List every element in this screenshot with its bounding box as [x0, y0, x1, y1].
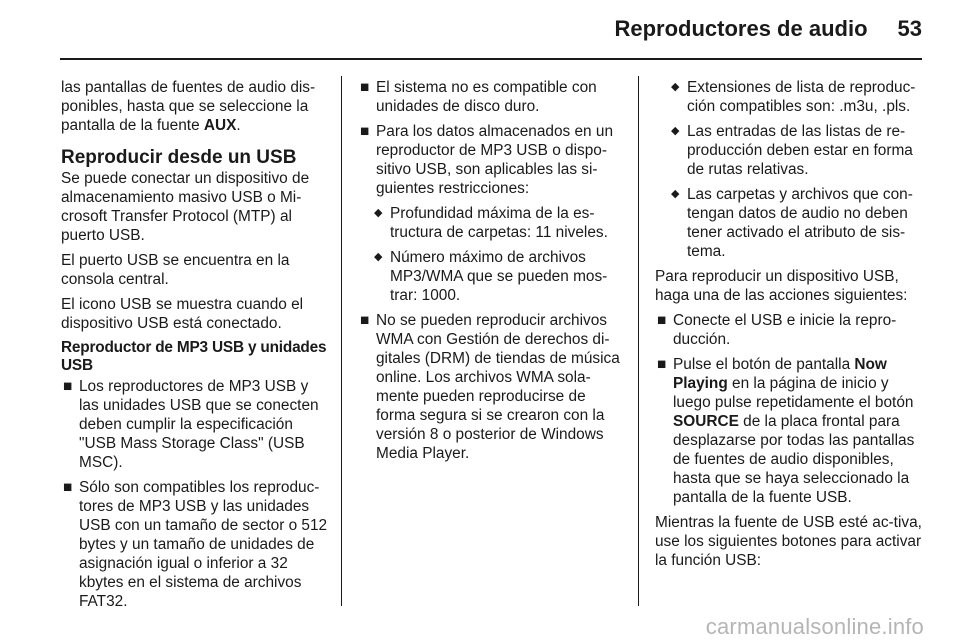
diamond-bullet-icon: ◆: [671, 125, 680, 137]
page-header: [614, 16, 922, 42]
list-item: ■ Conecte el USB e inicie la repro-ducción.: [657, 312, 897, 348]
sub-list-item: ◆ Las entradas de las listas de re-producción deben estar en forma de rutas relativas.: [671, 123, 913, 178]
header-divider: [60, 58, 922, 60]
square-bullet-icon: ■: [360, 79, 370, 96]
paragraph: las pantallas de fuentes de audio dis-ponibles, hasta que se seleccione la pantalla de la fuente AUX.: [61, 79, 316, 134]
column-2: [358, 78, 626, 469]
diamond-bullet-icon: ◆: [374, 251, 383, 263]
column-3: [655, 78, 923, 576]
list-item: ■ El sistema no es compatible con unidades de disco duro.: [360, 79, 597, 115]
column-divider: [341, 76, 342, 606]
watermark: carmanualsonline.info: [705, 614, 924, 639]
list-item: ■ Sólo son compatibles los reproduc-tores de MP3 USB y las unidades USB con un tamaño de sector o 512 bytes y un tamaño de unidades de asignación igual o inferior a 32 kbytes en el sistema de archivos FAT32.: [63, 479, 328, 610]
square-bullet-icon: ■: [360, 312, 370, 329]
paragraph: El icono USB se muestra cuando el dispositivo USB está conectado.: [61, 296, 304, 332]
paragraph: Mientras la fuente de USB esté ac-tiva, use los siguientes botones para activar la función USB:: [655, 514, 922, 569]
diamond-bullet-icon: ◆: [671, 188, 680, 200]
sub-list-item: ◆ Número máximo de archivos MP3/WMA que se pueden mos-trar: 1000.: [374, 249, 608, 304]
diamond-bullet-icon: ◆: [374, 207, 383, 219]
paragraph: Para reproducir un dispositivo USB, haga una de las acciones siguientes:: [655, 268, 908, 304]
paragraph: El puerto USB se encuentra en la consola central.: [61, 252, 290, 288]
list-item: ■ Para los datos almacenados en un reproductor de MP3 USB o dispo-sitivo USB, son aplicables las si-guientes restricciones:: [360, 123, 613, 197]
diamond-bullet-icon: ◆: [671, 81, 680, 93]
square-bullet-icon: ■: [360, 123, 370, 140]
list-item: ■ No se pueden reproducir archivos WMA con Gestión de derechos di-gitales (DRM) de tiendas de música online. Los archivos WMA sola-mente pueden reproducirse de forma segura si se crearon con la versión 8 o posterior de Windows Media Player.: [360, 312, 620, 462]
square-bullet-icon: ■: [63, 378, 73, 395]
bold-term: SOURCE: [673, 413, 739, 430]
page-number: 53: [897, 16, 922, 41]
list-item: ■ Pulse el botón de pantalla Now Playing en la página de inicio y luego pulse repetidamente el botón SOURCE de la placa frontal para desplazarse por todas las pantallas de fuentes de audio disponibles, hasta que se haya seleccionado la pantalla de la fuente USB.: [657, 356, 915, 506]
subsection-heading: Reproductor de MP3 USB y unidades USB: [61, 339, 327, 374]
square-bullet-icon: ■: [63, 479, 73, 496]
sub-list-item: ◆ Profundidad máxima de la es-tructura de carpetas: 11 niveles.: [374, 205, 608, 241]
sub-list-item: ◆ Las carpetas y archivos que con-tengan datos de audio no deben tener activado el atributo de sis-tema.: [671, 186, 913, 260]
bold-term: AUX: [203, 117, 237, 134]
sub-list-item: ◆ Extensiones de lista de reproduc-ción compatibles son: .m3u, .pls.: [671, 79, 916, 115]
list-item: ■ Los reproductores de MP3 USB y las unidades USB que se conecten deben cumplir la especificación "USB Mass Storage Class" (USB MSC).: [63, 378, 319, 471]
square-bullet-icon: ■: [657, 312, 667, 329]
section-heading: Reproducir desde un USB: [61, 147, 297, 168]
section-title: Reproductores de audio: [614, 16, 868, 41]
column-1: [61, 78, 329, 617]
paragraph: Se puede conectar un dispositivo de almacenamiento masivo USB o Mi-crosoft Transfer Protocol (MTP) al puerto USB.: [61, 170, 310, 244]
square-bullet-icon: ■: [657, 356, 667, 373]
column-divider: [638, 76, 639, 606]
bold-term: Now Playing: [673, 356, 887, 392]
